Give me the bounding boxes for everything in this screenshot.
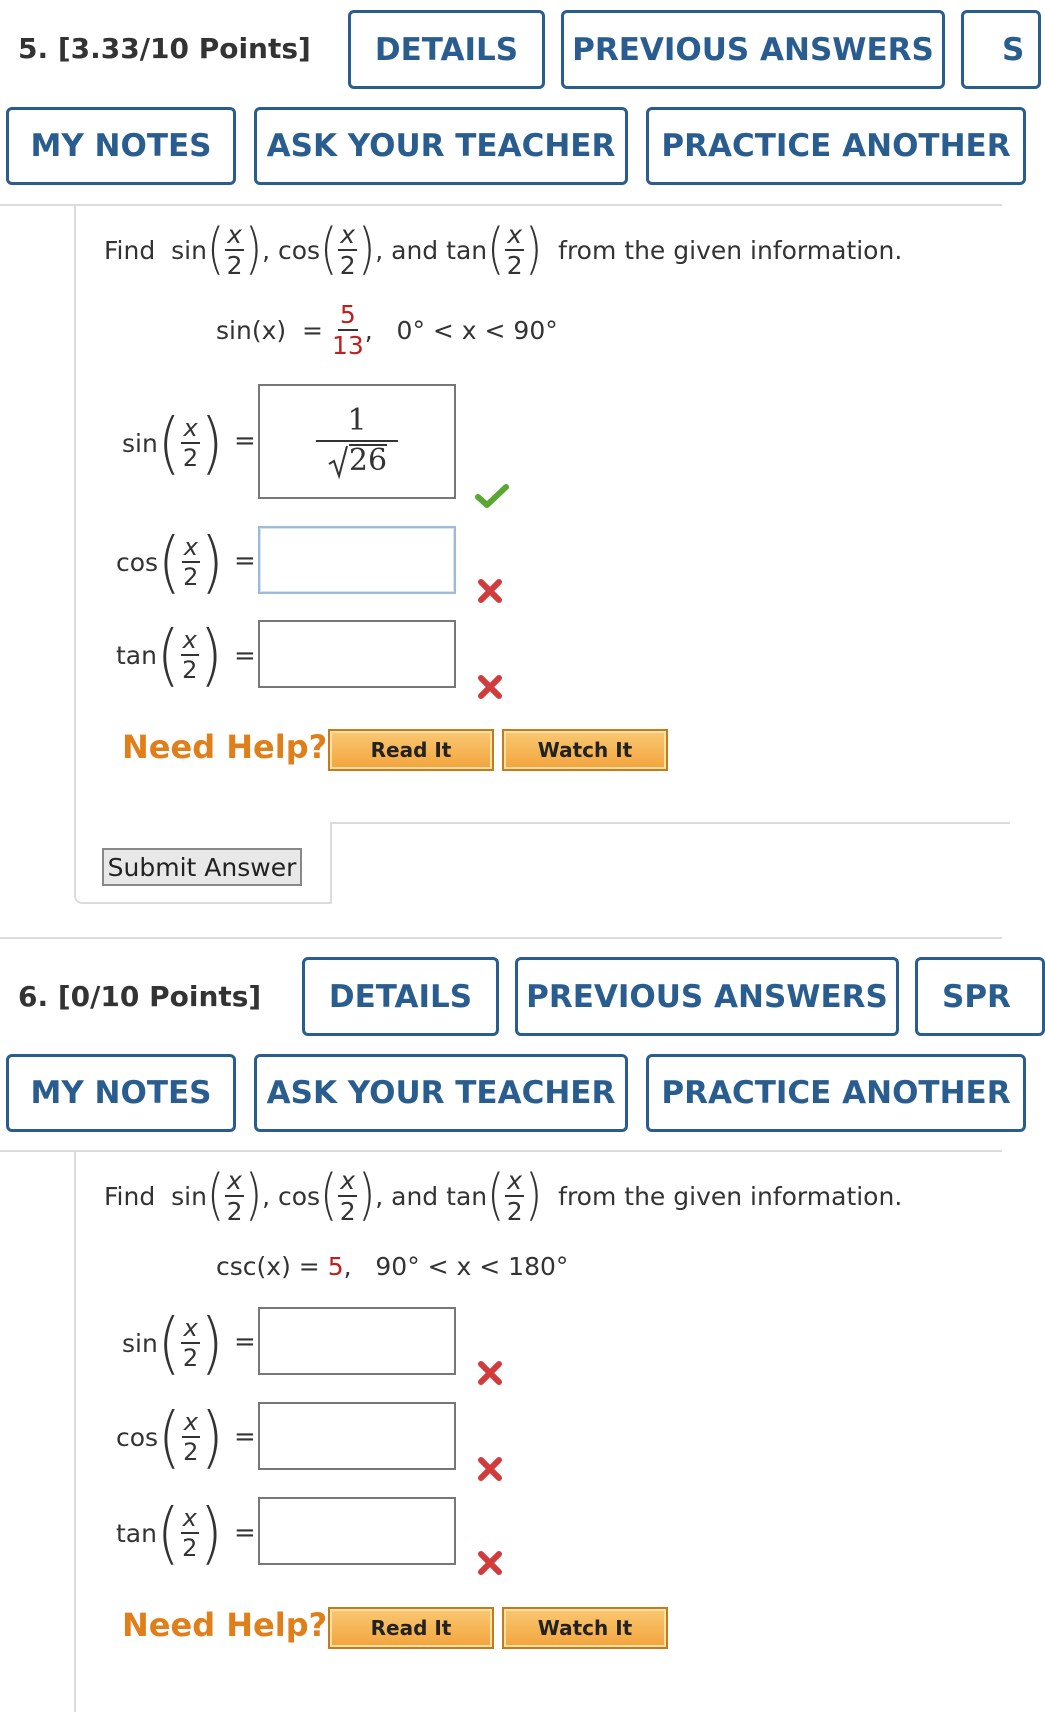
- frac-2: 2: [183, 1438, 199, 1466]
- sin-answer-fraction: [316, 402, 398, 478]
- q5-sin-answer[interactable]: [258, 384, 456, 499]
- q5-details-button[interactable]: DETAILS: [348, 10, 545, 89]
- q5-ask-teacher-button[interactable]: ASK YOUR TEACHER: [254, 107, 628, 185]
- frac-2: 2: [182, 1534, 198, 1562]
- given-denominator: 13: [331, 331, 364, 360]
- prompt-tan: tan: [446, 1181, 488, 1211]
- prompt-sin: sin: [171, 1181, 207, 1211]
- q6-tan-answer[interactable]: [258, 1497, 456, 1565]
- q6-practice-another-button[interactable]: PRACTICE ANOTHER: [646, 1054, 1026, 1132]
- q6-cos-equals: =: [234, 1422, 256, 1452]
- q6-ask-teacher-button[interactable]: ASK YOUR TEACHER: [254, 1054, 628, 1132]
- q5-read-it-button[interactable]: Read It: [328, 729, 494, 771]
- incorrect-x-icon: [477, 1456, 503, 1482]
- prompt-find: Find: [104, 1181, 156, 1211]
- question-6-title: 6. [0/10 Points]: [18, 980, 262, 1013]
- incorrect-x-icon: [477, 1360, 503, 1386]
- q5-sin-label: sin ( $\frac{x}{2}$ ): [122, 403, 224, 483]
- prompt-and: and: [391, 1181, 439, 1211]
- given-range: 90° < x < 180°: [375, 1251, 569, 1281]
- q6-need-help: Need Help?: [122, 1606, 328, 1644]
- frac-2: 2: [506, 1197, 523, 1226]
- answer-denominator: 26: [348, 442, 388, 478]
- frac-x: x: [340, 220, 356, 249]
- incorrect-x-icon: [477, 1550, 503, 1576]
- given-numerator: 5: [339, 300, 356, 329]
- q6-cos-label: cos ( $\frac{x}{2}$ ): [116, 1397, 224, 1477]
- q6-tan-label: tan ( $\frac{x}{2}$ ): [116, 1493, 223, 1573]
- frac-2: 2: [182, 1344, 199, 1372]
- q5-cos-answer[interactable]: [258, 526, 456, 594]
- frac-2: 2: [183, 563, 199, 591]
- frac-2: 2: [182, 656, 198, 684]
- frac-x: x: [182, 626, 197, 654]
- prompt-cos: cos: [278, 235, 321, 265]
- q5-submissions-button[interactable]: S: [961, 10, 1041, 89]
- given-eq: =: [298, 1251, 320, 1281]
- tan-text: tan: [116, 1518, 157, 1548]
- frac-x: x: [227, 1166, 242, 1195]
- q5-panel-edge: [330, 822, 1010, 824]
- prompt-and: and: [391, 235, 439, 265]
- given-value: 5: [327, 1251, 344, 1281]
- q5-watch-it-button[interactable]: Watch It: [502, 729, 668, 771]
- q6-my-notes-button[interactable]: MY NOTES: [6, 1054, 236, 1132]
- q5-practice-another-button[interactable]: PRACTICE ANOTHER: [646, 107, 1026, 185]
- answer-numerator: 1: [347, 402, 367, 438]
- q6-sin-label: sin ( $\frac{x}{2}$ ): [122, 1303, 224, 1383]
- q5-prompt: Find sin ( $\frac{x}{2}$ ) , cos ( $\frac{x}{2}$ ) , and tan ( $\frac{x}{2}$ ) from the given information.: [104, 217, 903, 282]
- q5-submit-answer-button[interactable]: Submit Answer: [102, 848, 302, 886]
- q6-sin-equals: =: [234, 1327, 256, 1357]
- frac-2: 2: [506, 251, 523, 280]
- q6-prompt: Find sin ( $\frac{x}{2}$ ) , cos ( $\frac{x}{2}$ ) , and tan ( $\frac{x}{2}$ ) from the given information.: [104, 1163, 903, 1228]
- q6-spreadsheet-button[interactable]: SPR: [915, 957, 1045, 1036]
- cos-text: cos: [116, 1422, 159, 1452]
- q6-tan-equals: =: [234, 1518, 256, 1548]
- q5-given: [216, 298, 558, 362]
- sin-text: sin: [122, 1328, 158, 1358]
- q5-cos-label: cos ( $\frac{x}{2}$ ): [116, 522, 224, 602]
- prompt-sin: sin: [171, 235, 207, 265]
- prompt-tail: from the given information.: [558, 1181, 903, 1211]
- correct-check-icon: [475, 483, 509, 509]
- question-5-title: 5. [3.33/10 Points]: [18, 32, 311, 65]
- prompt-tan: tan: [446, 235, 488, 265]
- frac-x: x: [183, 1314, 198, 1342]
- q5-tan-label: tan ( $\frac{x}{2}$ ): [116, 615, 223, 695]
- q6-sin-answer[interactable]: [258, 1307, 456, 1375]
- frac-2: 2: [339, 1197, 356, 1226]
- q6-read-it-button[interactable]: Read It: [328, 1607, 494, 1649]
- q6-given: [216, 1248, 568, 1284]
- q5-sin-equals: =: [234, 426, 256, 456]
- given-eq: =: [302, 315, 323, 345]
- given-comma: ,: [343, 1251, 352, 1281]
- incorrect-x-icon: [477, 578, 503, 604]
- q5-need-help: Need Help?: [122, 728, 328, 766]
- q6-watch-it-button[interactable]: Watch It: [502, 1607, 668, 1649]
- frac-x: x: [183, 414, 198, 442]
- frac-x: x: [507, 1166, 523, 1195]
- q5-my-notes-button[interactable]: MY NOTES: [6, 107, 236, 185]
- prompt-find: Find: [104, 235, 156, 265]
- frac-2: 2: [182, 444, 199, 472]
- frac-x: x: [183, 1408, 198, 1436]
- frac-x: x: [183, 533, 198, 561]
- prompt-cos: cos: [278, 1181, 321, 1211]
- q5-panel-edge-v: [330, 822, 332, 902]
- given-comma: ,: [364, 315, 373, 345]
- q5-tan-answer[interactable]: [258, 620, 456, 688]
- q6-previous-answers-button[interactable]: PREVIOUS ANSWERS: [515, 957, 899, 1036]
- frac-2: 2: [226, 1197, 243, 1226]
- q6-details-button[interactable]: DETAILS: [302, 957, 499, 1036]
- frac-2: 2: [226, 251, 243, 280]
- frac-2: 2: [339, 251, 356, 280]
- tan-text: tan: [116, 640, 157, 670]
- incorrect-x-icon: [477, 674, 503, 700]
- prompt-tail: from the given information.: [558, 235, 903, 265]
- frac-x: x: [340, 1166, 356, 1195]
- cos-text: cos: [116, 547, 159, 577]
- frac-x: x: [227, 220, 242, 249]
- given-range: 0° < x < 90°: [396, 315, 558, 345]
- sqrt-icon: [327, 444, 349, 478]
- q5-bottom-divider: [0, 937, 1002, 939]
- frac-x: x: [182, 1504, 197, 1532]
- q5-tan-equals: =: [234, 641, 256, 671]
- q5-cos-equals: =: [234, 546, 256, 576]
- sqrt-denominator: [327, 442, 387, 478]
- given-lhs: sin(x): [216, 315, 287, 345]
- frac-x: x: [507, 220, 523, 249]
- sin-text: sin: [122, 428, 158, 458]
- given-lhs: csc(x): [216, 1251, 291, 1281]
- q6-cos-answer[interactable]: [258, 1402, 456, 1470]
- q5-previous-answers-button[interactable]: PREVIOUS ANSWERS: [561, 10, 945, 89]
